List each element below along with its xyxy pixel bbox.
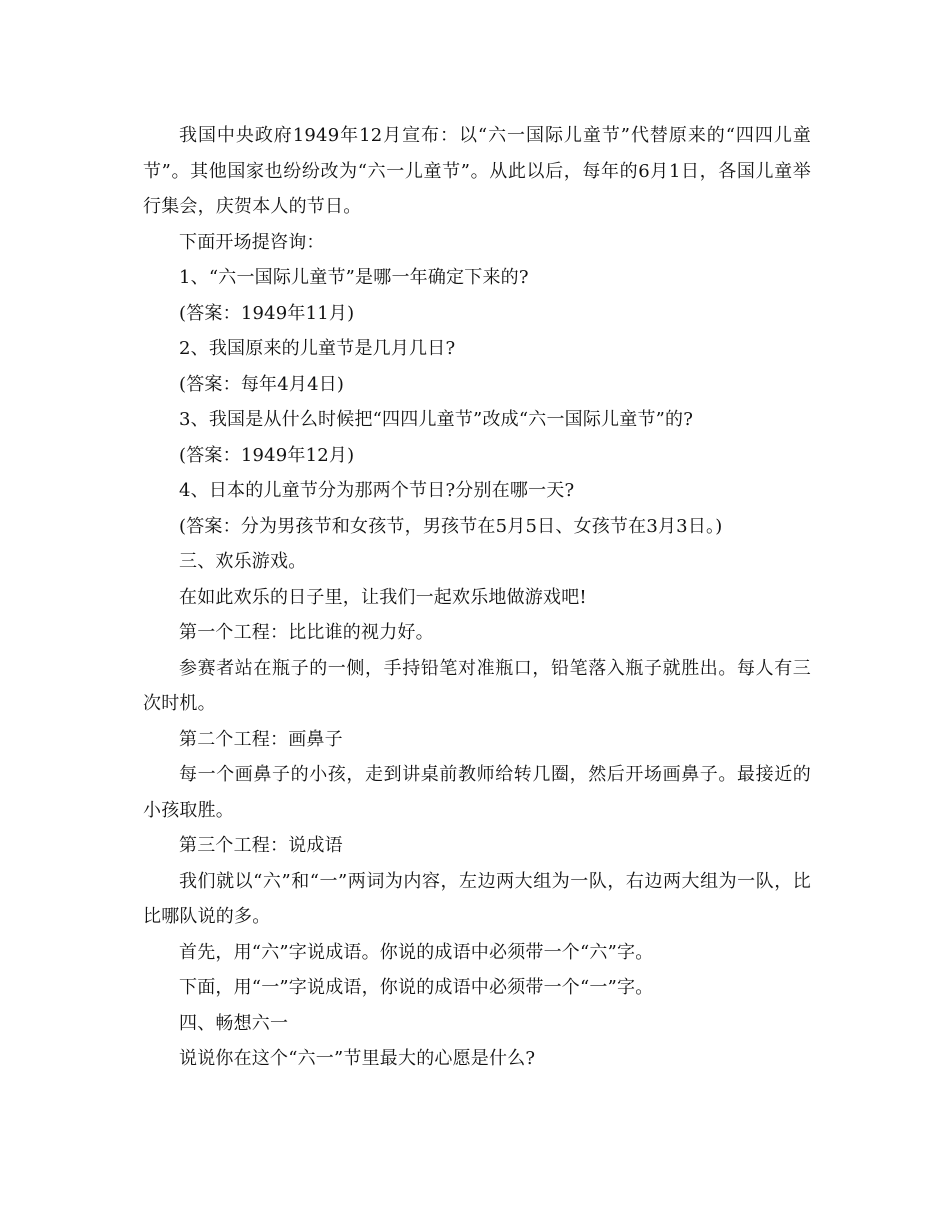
- paragraph-answer-3: (答案：1949年12月): [179, 444, 355, 466]
- paragraph-question-2: 2、我国原来的儿童节是几月几日?: [179, 338, 456, 359]
- paragraph-game-2-desc: 每一个画鼻子的小孩，走到讲桌前教师给转几圈，然后开场画鼻子。最接近的小孩取胜。: [143, 764, 811, 821]
- paragraph-wishes-question: 说说你在这个“六一”节里最大的心愿是什么?: [179, 1048, 536, 1069]
- paragraph-question-3: 3、我国是从什么时候把“四四儿童节”改成“六一国际儿童节”的?: [179, 409, 694, 430]
- document-body: [143, 118, 811, 1077]
- paragraph-game-3-step-1: 首先，用“六”字说成语。你说的成语中必须带一个“六”字。: [179, 941, 654, 963]
- paragraph-intro: 我国中央政府1949年12月宣布：以“六一国际儿童节”代替原来的“四四儿童节”。其他国家也纷纷改为“六一儿童节”。从此以后，每年的6月1日，各国儿童举行集会，庆贺本人的节日。: [143, 125, 811, 217]
- section-heading-games: 三、欢乐游戏。: [179, 551, 307, 572]
- paragraph-answer-4: (答案：分为男孩节和女孩节，男孩节在5月5日、女孩节在3月3日。): [179, 515, 723, 537]
- paragraph-game-1-title: 第一个工程：比比谁的视力好。: [179, 622, 434, 643]
- paragraph-answer-2: (答案：每年4月4日): [179, 373, 345, 395]
- paragraph-game-3-title: 第三个工程：说成语: [179, 835, 343, 856]
- paragraph-game-3-desc: 我们就以“六”和“一”两词为内容，左边两大组为一队，右边两大组为一队，比比哪队说的多。: [143, 870, 811, 927]
- paragraph-game-2-title: 第二个工程：画鼻子: [179, 728, 343, 750]
- paragraph-games-intro: 在如此欢乐的日子里，让我们一起欢乐地做游戏吧!: [179, 586, 587, 608]
- section-heading-wishes: 四、畅想六一: [179, 1012, 289, 1034]
- paragraph-game-3-step-2: 下面，用“一”字说成语，你说的成语中必须带一个“一”字。: [179, 977, 654, 998]
- paragraph-game-1-desc: 参赛者站在瓶子的一侧，手持铅笔对准瓶口，铅笔落入瓶子就胜出。每人有三次时机。: [143, 657, 811, 714]
- paragraph-question-1: 1、“六一国际儿童节”是哪一年确定下来的?: [179, 267, 529, 288]
- paragraph-question-4: 4、日本的儿童节分为那两个节日?分别在哪一天?: [179, 480, 575, 501]
- paragraph-answer-1: (答案：1949年11月): [179, 302, 355, 324]
- paragraph-quiz-intro: 下面开场提咨询：: [179, 231, 325, 253]
